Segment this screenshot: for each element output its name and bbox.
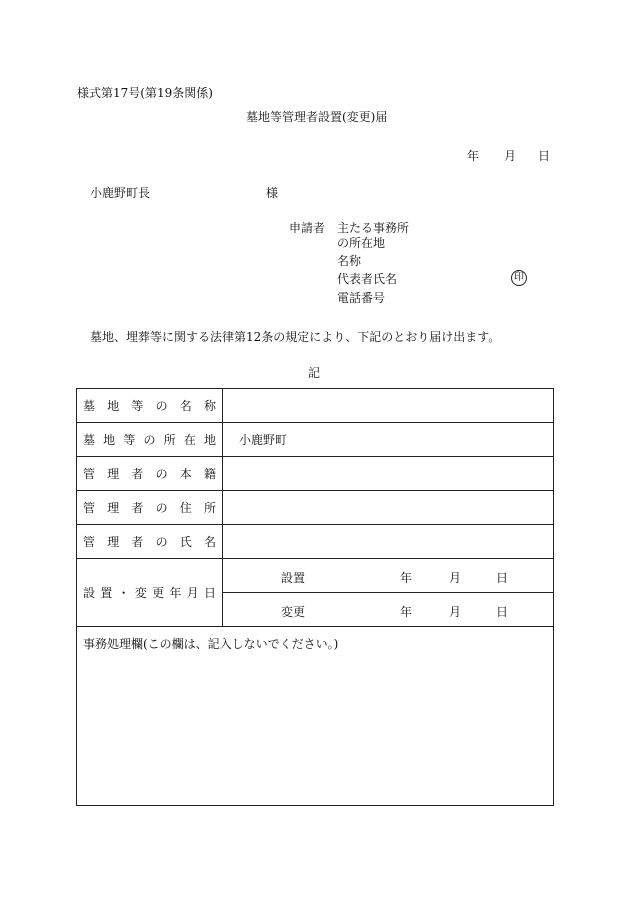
- seal-icon: 印: [511, 270, 527, 286]
- table-row: [77, 525, 554, 559]
- setup-label: 設置: [281, 571, 306, 585]
- date-day: 日: [538, 149, 551, 163]
- manager-address-label: 管理者の住所: [77, 491, 223, 525]
- applicant-name-label: 名称: [337, 254, 362, 268]
- cemetery-location-label: 墓地等の所在地: [77, 423, 223, 457]
- table-row: [77, 491, 554, 525]
- applicant-rep-label: 代表者氏名: [337, 272, 398, 286]
- setup-year: 年: [400, 571, 413, 585]
- setup-change-date-label: 設置・変更年月日: [77, 559, 223, 627]
- addressee-name: 小鹿野町長: [90, 186, 151, 200]
- cemetery-location-field[interactable]: 小鹿野町: [223, 423, 554, 457]
- manager-name-label: 管理者の氏名: [77, 525, 223, 559]
- change-day: 日: [496, 605, 509, 619]
- cemetery-name-label: 墓地等の名称: [77, 389, 223, 423]
- table-row: [77, 457, 554, 491]
- manager-name-field[interactable]: [223, 525, 554, 559]
- form-title: 墓地等管理者設置(変更)届: [246, 110, 388, 124]
- change-label: 変更: [281, 605, 306, 619]
- applicant-label: 申請者: [289, 221, 326, 235]
- manager-domicile-label: 管理者の本籍: [77, 457, 223, 491]
- applicant-phone-label: 電話番号: [337, 291, 386, 305]
- table-row: [77, 389, 554, 423]
- table-row: [77, 559, 554, 593]
- office-use-field: [77, 627, 554, 806]
- applicant-office-line2: の所在地: [337, 236, 386, 250]
- applicant-office-line1: 主たる事務所: [337, 221, 410, 235]
- manager-address-field[interactable]: [223, 491, 554, 525]
- change-month: 月: [449, 605, 462, 619]
- form-number: 様式第17号(第19条関係): [77, 86, 213, 100]
- setup-month: 月: [449, 571, 462, 585]
- body-text: 墓地、埋葬等に関する法律第12条の規定により、下記のとおり届け出ます。: [90, 330, 501, 344]
- office-use-note: 事務処理欄(この欄は、記入しないでください。): [83, 637, 339, 651]
- cemetery-name-field[interactable]: [223, 389, 554, 423]
- manager-domicile-field[interactable]: [223, 457, 554, 491]
- date-year: 年: [467, 149, 480, 163]
- record-heading: 記: [308, 366, 321, 380]
- date-month: 月: [504, 149, 517, 163]
- change-date-field[interactable]: [223, 593, 554, 627]
- setup-day: 日: [496, 571, 509, 585]
- setup-date-field[interactable]: [223, 559, 554, 593]
- table-row: [77, 627, 554, 806]
- form-table: [76, 388, 554, 806]
- change-year: 年: [400, 605, 413, 619]
- addressee-suffix: 様: [266, 186, 279, 200]
- table-row: [77, 423, 554, 457]
